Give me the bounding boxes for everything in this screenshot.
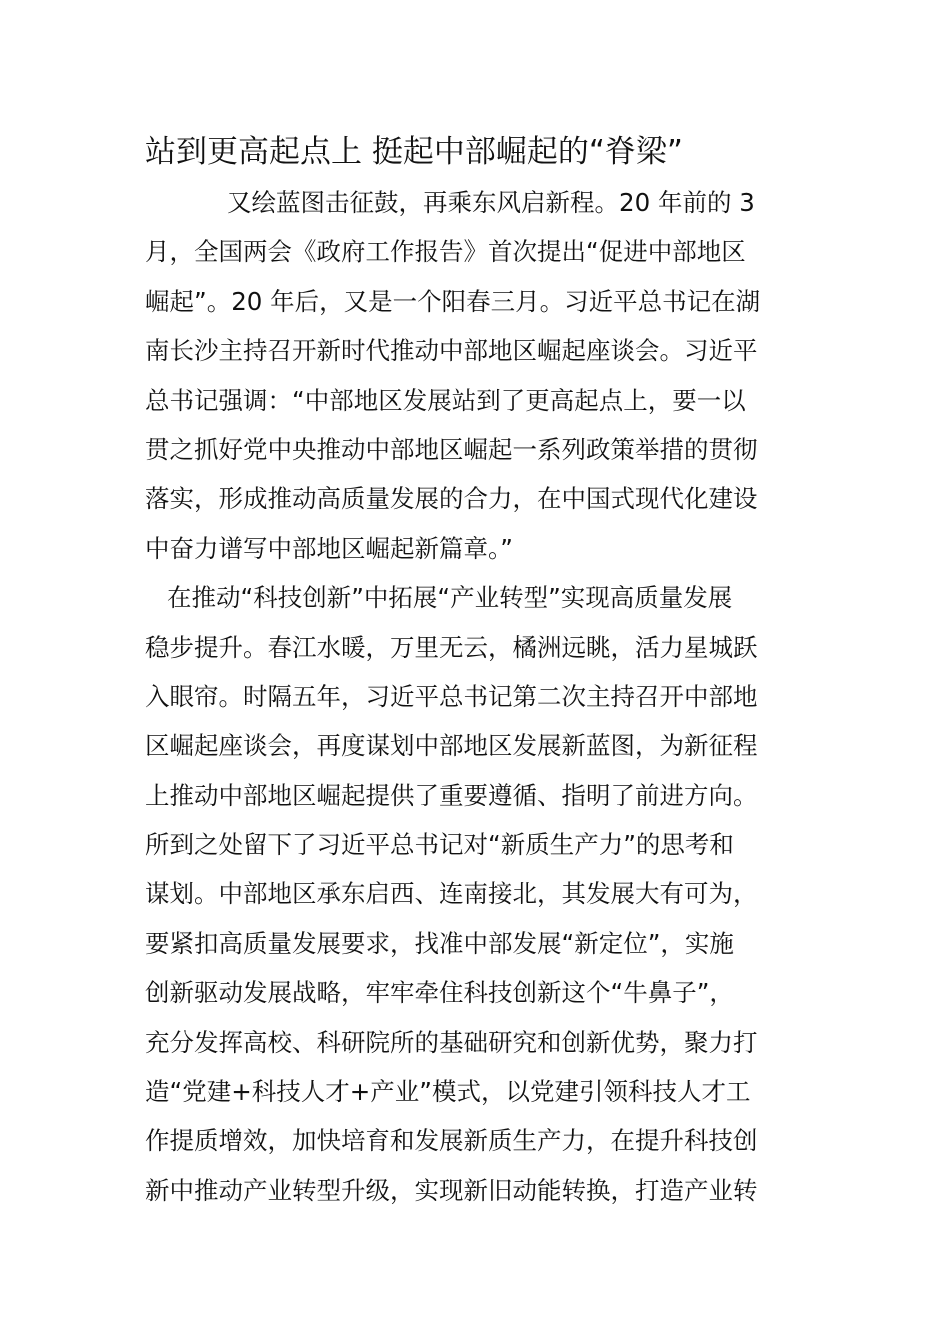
text-line: 要紧扣高质量发展要求，找准中部发展“新定位”，实施 (145, 928, 734, 958)
text-line: 崛起”。20 年后，又是一个阳春三月。习近平总书记在湖 (145, 286, 761, 316)
document-title: 站到更高起点上 挺起中部崛起的“脊梁” (145, 134, 683, 170)
text-line: 南长沙主持召开新时代推动中部地区崛起座谈会。习近平 (145, 336, 758, 366)
text-line: 新中推动产业转型升级，实现新旧动能转换，打造产业转 (145, 1175, 758, 1205)
text-line: 落实，形成推动高质量发展的合力，在中国式现代化建设 (145, 484, 758, 514)
text-line: 充分发挥高校、科研院所的基础研究和创新优势，聚力打 (145, 1027, 758, 1057)
text-line: 贯之抓好党中央推动中部地区崛起一系列政策举措的贯彻 (145, 434, 758, 464)
text-line: 上推动中部地区崛起提供了重要遵循、指明了前进方向。 (145, 780, 758, 810)
text-line: 在推动“科技创新”中拓展“产业转型”实现高质量发展 (167, 583, 733, 613)
text-line: 入眼帘。时隔五年，习近平总书记第二次主持召开中部地 (145, 681, 758, 711)
document-body (145, 178, 825, 1215)
text-line: 谋划。中部地区承东启西、连南接北，其发展大有可为， (145, 879, 758, 909)
text-line: 区崛起座谈会，再度谋划中部地区发展新蓝图，为新征程 (145, 731, 758, 761)
text-line: 作提质增效，加快培育和发展新质生产力，在提升科技创 (145, 1126, 758, 1156)
text-line: 所到之处留下了习近平总书记对“新质生产力”的思考和 (145, 830, 734, 860)
text-line: 月，全国两会《政府工作报告》首次提出“促进中部地区 (145, 237, 746, 267)
text-line: 中奋力谱写中部地区崛起新篇章。” (145, 533, 513, 563)
text-line: 又绘蓝图击征鼓，再乘东风启新程。20 年前的 3 (227, 188, 755, 217)
text-line: 造“党建+科技人才+产业”模式，以党建引领科技人才工 (145, 1077, 751, 1107)
paragraph-1 (145, 178, 825, 573)
text-line: 总书记强调：“中部地区发展站到了更高起点上，要一以 (145, 385, 746, 415)
text-line: 稳步提升。春江水暖，万里无云，橘洲远眺，活力星城跃 (145, 632, 758, 662)
paragraph-2 (145, 573, 825, 1215)
text-line: 创新驱动发展战略，牢牢牵住科技创新这个“牛鼻子”， (145, 978, 734, 1008)
